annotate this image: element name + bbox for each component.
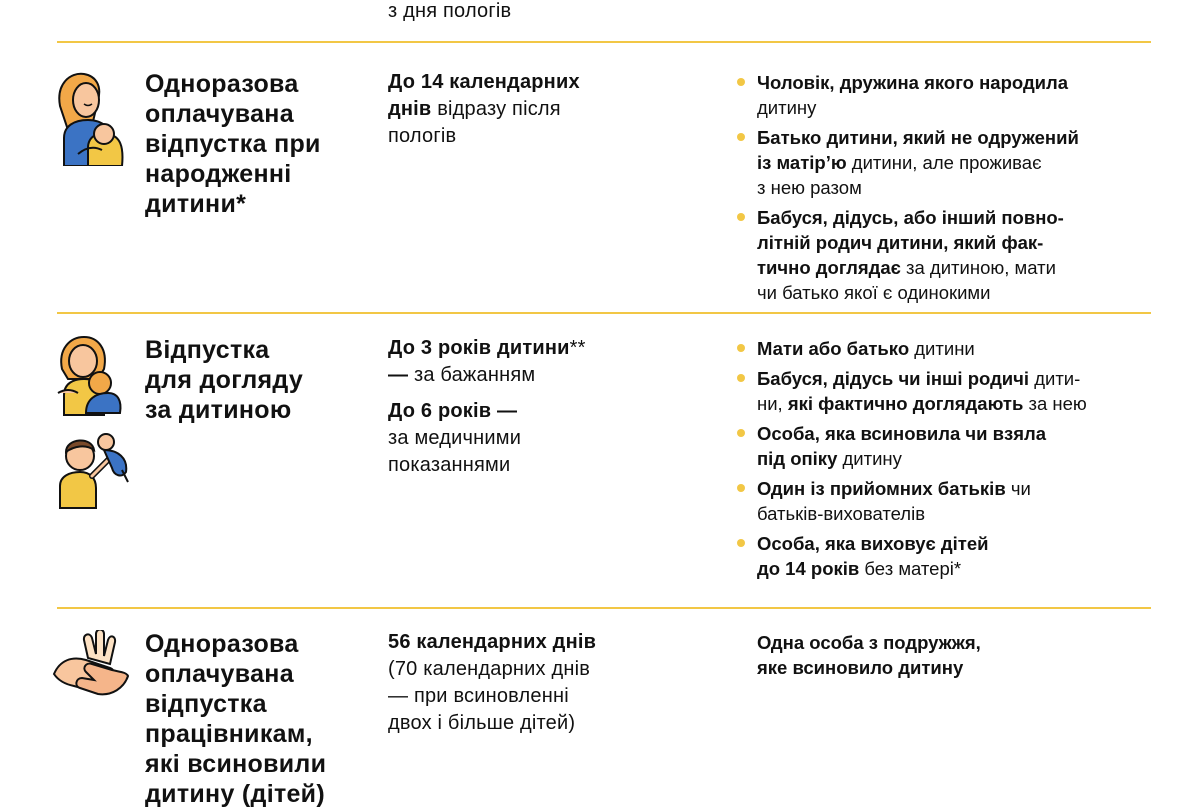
list-item: Особа, яка всиновила чи взяла під опіку дитину [737,421,1177,471]
bullet-dot [737,133,745,141]
list-item: Один із прийомних батьків чи батьків-вихователів [737,476,1177,526]
list-item: Бабуся, дідусь чи інші родичі дити- ни, які фактично доглядають за нею [737,366,1177,416]
bullet-dot [737,344,745,352]
parent-hugging-child-icon [52,335,124,422]
list-item: Батько дитини, який не одружений із матір’ю дитини, але проживає з нею разом [737,125,1177,200]
bullet-dot [737,484,745,492]
list-item: Особа, яка виховує дітей до 14 років без матері* [737,531,1177,581]
row-divider [57,41,1151,43]
bullet-dot [737,213,745,221]
row-3-eligible-text: Одна особа з подружжя, яке всиновило дитину [757,632,981,678]
previous-row-fragment: з дня пологів [388,0,512,22]
bullet-dot [737,374,745,382]
list-item: Чоловік, дружина якого народила дитину [737,70,1177,120]
row-divider [57,312,1151,314]
bullet-dot [737,429,745,437]
row-divider [57,607,1151,609]
list-item: Мати або батько дитини [737,336,1177,361]
mother-holding-baby-icon [48,70,130,171]
hands-holding-hand-icon [50,630,132,707]
row-2-duration: До 3 років дитини** — за бажанням До 6 років — за медичними показаннями [388,337,586,476]
parent-lifting-baby-icon [56,432,136,515]
row-2-title: Відпустка для догляду за дитиною [145,336,304,424]
list-item: Бабуся, дідусь, або інший повно- літній родич дитини, який фак- тично доглядає за дитиною, мати чи батько якої є одинокими [737,205,1177,305]
row-1-title: Одноразова оплачувана відпустка при народженні дитини* [145,70,321,218]
row-1-duration: До 14 календарних днів відразу після пологів [388,71,580,147]
row-1-eligible-list [737,70,1177,310]
bullet-dot [737,78,745,86]
row-3-duration: 56 календарних днів (70 календарних днів — при всиновленні двох і більше дітей) [388,631,597,734]
row-2-eligible-list [737,336,1177,586]
bullet-dot [737,539,745,547]
row-3-title: Одноразова оплачувана відпустка працівникам, які всиновили дитину (дітей) [145,630,327,808]
